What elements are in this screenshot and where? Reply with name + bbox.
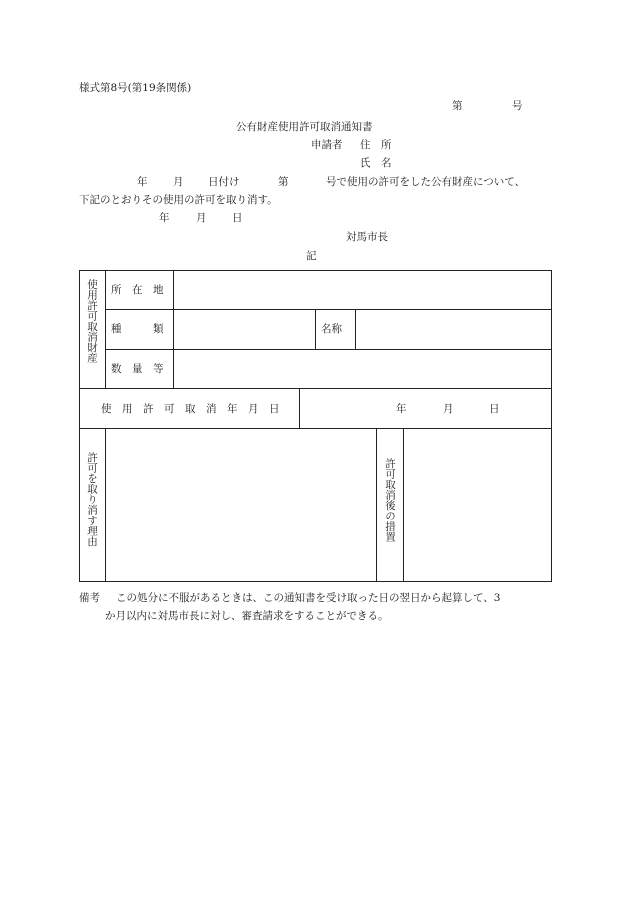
- revoke-tsuki: 月: [443, 403, 454, 415]
- body-nen: 年: [137, 176, 148, 188]
- body-line2: 下記のとおりその使用の許可を取り消す。: [79, 194, 278, 206]
- note-line2: か月以内に対馬市長に対し、審査請求をすることができる。: [105, 610, 389, 622]
- date-tsuki: 月: [196, 212, 207, 224]
- body-tsuki: 月: [173, 176, 184, 188]
- issuer: 対馬市長: [346, 231, 388, 243]
- location-label: 所 在 地: [111, 284, 164, 296]
- applicant-address-label: 住 所: [360, 139, 392, 151]
- note-label: 備考: [79, 592, 100, 604]
- body-line1-rest: 号で使用の許可をした公有財産について、: [326, 176, 526, 188]
- document-title: 公有財産使用許可取消通知書: [236, 121, 373, 133]
- document-number-go: 号: [512, 100, 523, 112]
- document-number-dai: 第: [452, 100, 463, 112]
- ki-label: 記: [306, 250, 317, 262]
- name-label: 名称: [321, 323, 342, 335]
- reason-label: 許可を取り消す理由: [86, 452, 98, 547]
- note-line1: この処分に不服があるときは、この通知書を受け取った日の翌日から起算して、3: [116, 592, 501, 604]
- revoke-nen: 年: [396, 403, 407, 415]
- body-hizuke: 日付け: [208, 176, 240, 188]
- applicant-name-label: 氏 名: [360, 157, 392, 169]
- measures-label: 許可取消後の措置: [384, 458, 396, 542]
- type-label: 種 類: [111, 323, 164, 335]
- form-number-label: 様式第8号(第19条関係): [79, 82, 192, 94]
- quantity-label: 数 量 等: [111, 363, 164, 375]
- applicant-label: 申請者: [311, 139, 343, 151]
- date-hi: 日: [232, 212, 243, 224]
- date-nen: 年: [159, 212, 170, 224]
- property-header: 使用許可取消財産: [86, 279, 98, 363]
- revoke-hi: 日: [489, 403, 500, 415]
- body-dai: 第: [278, 176, 289, 188]
- revoke-date-label: 使 用 許 可 取 消 年 月 日: [101, 403, 280, 415]
